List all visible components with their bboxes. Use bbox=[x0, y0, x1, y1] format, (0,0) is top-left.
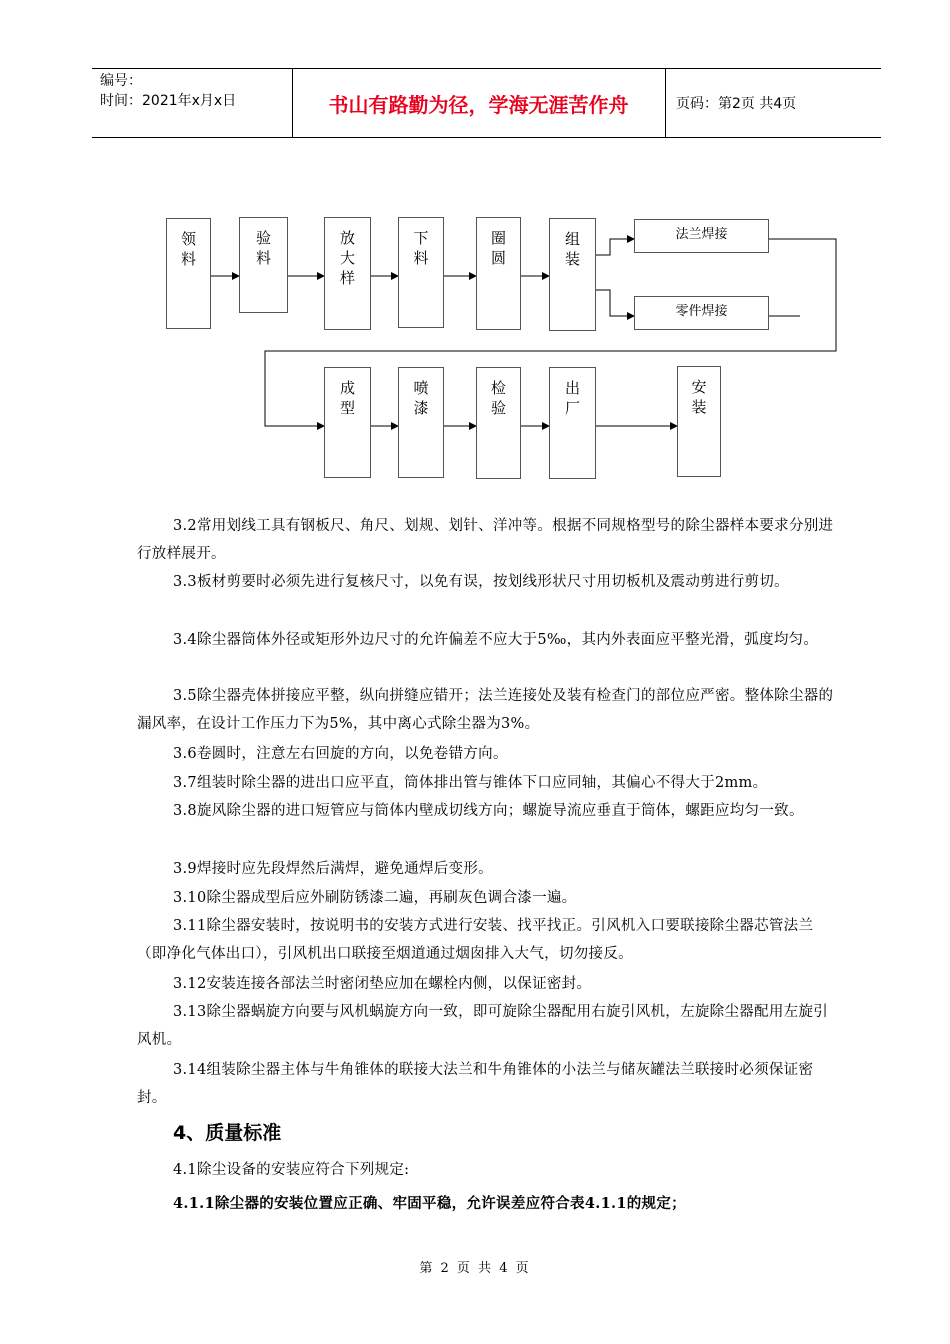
flow-label: 验料 bbox=[256, 229, 272, 267]
paragraph-3-11: 3.11除尘器安装时，按说明书的安装方式进行安装、找平找正。引风机入口要联接除尘器芯管法兰（即净化气体出口），引风机出口联接至烟道通过烟囱排入大气，切勿接反。 bbox=[137, 918, 814, 962]
flow-box-installation bbox=[677, 366, 721, 477]
page-footer: 第 2 页 共 4 页 bbox=[419, 1261, 531, 1276]
paragraph-3-8: 3.8旋风除尘器的进口短管应与筒体内壁成切线方向；螺旋导流应垂直于筒体，螺距应均匀一致。 bbox=[173, 803, 804, 819]
paragraph-3-7: 3.7组装时除尘器的进出口应平直，筒体排出管与锥体下口应同轴，其偏心不得大于2mm。 bbox=[173, 775, 768, 791]
flowchart-connectors bbox=[0, 0, 950, 500]
paragraph-3-14: 3.14组装除尘器主体与牛角锥体的联接大法兰和牛角锥体的小法兰与储灰罐法兰联接时必须保证密封。 bbox=[137, 1062, 814, 1106]
flow-label: 领料 bbox=[181, 230, 197, 268]
number-label: 编号： bbox=[100, 73, 142, 89]
paragraph-3-10: 3.10除尘器成型后应外刷防锈漆二遍，再刷灰色调合漆一遍。 bbox=[173, 890, 577, 906]
flow-box-assembly bbox=[549, 218, 596, 331]
paragraph-3-12: 3.12安装连接各部法兰时密闭垫应加在螺栓内侧，以保证密封。 bbox=[173, 976, 592, 992]
flow-box-shipping bbox=[549, 367, 596, 479]
paragraph-3-6: 3.6卷圆时，注意左右回旋的方向，以免卷错方向。 bbox=[173, 746, 508, 762]
flow-box-rolling bbox=[476, 217, 521, 330]
flow-box-cutting bbox=[398, 217, 444, 328]
flow-label: 下料 bbox=[413, 229, 429, 267]
paragraph-4-1: 4.1除尘设备的安装应符合下列规定: bbox=[173, 1162, 410, 1178]
flow-label: 检验 bbox=[491, 379, 507, 417]
time-label: 时间：2021年x月x日 bbox=[100, 93, 237, 109]
flow-box-painting bbox=[398, 367, 444, 478]
header-page-label: 页码：第2页 共4页 bbox=[676, 96, 797, 112]
flow-box-forming bbox=[324, 367, 371, 478]
flow-box-inspection bbox=[476, 367, 521, 479]
paragraph-3-13: 3.13除尘器蜗旋方向要与风机蜗旋方向一致，即可旋除尘器配用右旋引风机，左旋除尘器配用左旋引风机。 bbox=[137, 1004, 829, 1048]
flow-box-receive-material bbox=[166, 218, 211, 329]
paragraph-3-4: 3.4除尘器筒体外径或矩形外边尺寸的允许偏差不应大于5‰，其内外表面应平整光滑，弧度均匀。 bbox=[173, 632, 819, 648]
flow-box-flange-welding: 法兰焊接 bbox=[634, 219, 769, 253]
flow-label: 圈圆 bbox=[491, 229, 507, 267]
flow-box-inspect-material bbox=[239, 217, 288, 313]
flow-label: 成型 bbox=[340, 379, 356, 417]
flow-label: 放大样 bbox=[340, 229, 356, 287]
flow-label: 喷漆 bbox=[413, 379, 429, 417]
paragraph-3-3: 3.3板材剪要时必须先进行复核尺寸，以免有误，按划线形状尺寸用切板机及震动剪进行剪切。 bbox=[173, 574, 789, 590]
flow-label: 出厂 bbox=[565, 379, 581, 417]
paragraph-3-2: 3.2常用划线工具有钢板尺、角尺、划规、划针、洋冲等。根据不同规格型号的除尘器样本要求分别进行放样展开。 bbox=[137, 518, 834, 562]
paragraph-3-9: 3.9焊接时应先段焊然后满焊，避免通焊后变形。 bbox=[173, 861, 493, 877]
flow-box-lofting bbox=[324, 217, 371, 330]
flow-label: 安装 bbox=[691, 378, 707, 416]
flow-box-parts-welding: 零件焊接 bbox=[634, 296, 769, 330]
header-motto: 书山有路勤为径，学海无涯苦作舟 bbox=[328, 92, 629, 117]
paragraph-4-1-1: 4.1.1除尘器的安装位置应正确、牢固平稳，允许误差应符合表4.1.1的规定； bbox=[173, 1195, 686, 1212]
paragraph-3-5: 3.5除尘器壳体拼接应平整，纵向拼缝应错开；法兰连接处及装有检查门的部位应严密。整体除尘器的漏风率，在设计工作压力下为5%，其中离心式除尘器为3%。 bbox=[137, 688, 834, 732]
section-4-heading: 4、质量标准 bbox=[173, 1122, 282, 1144]
flow-label: 组装 bbox=[565, 230, 581, 268]
